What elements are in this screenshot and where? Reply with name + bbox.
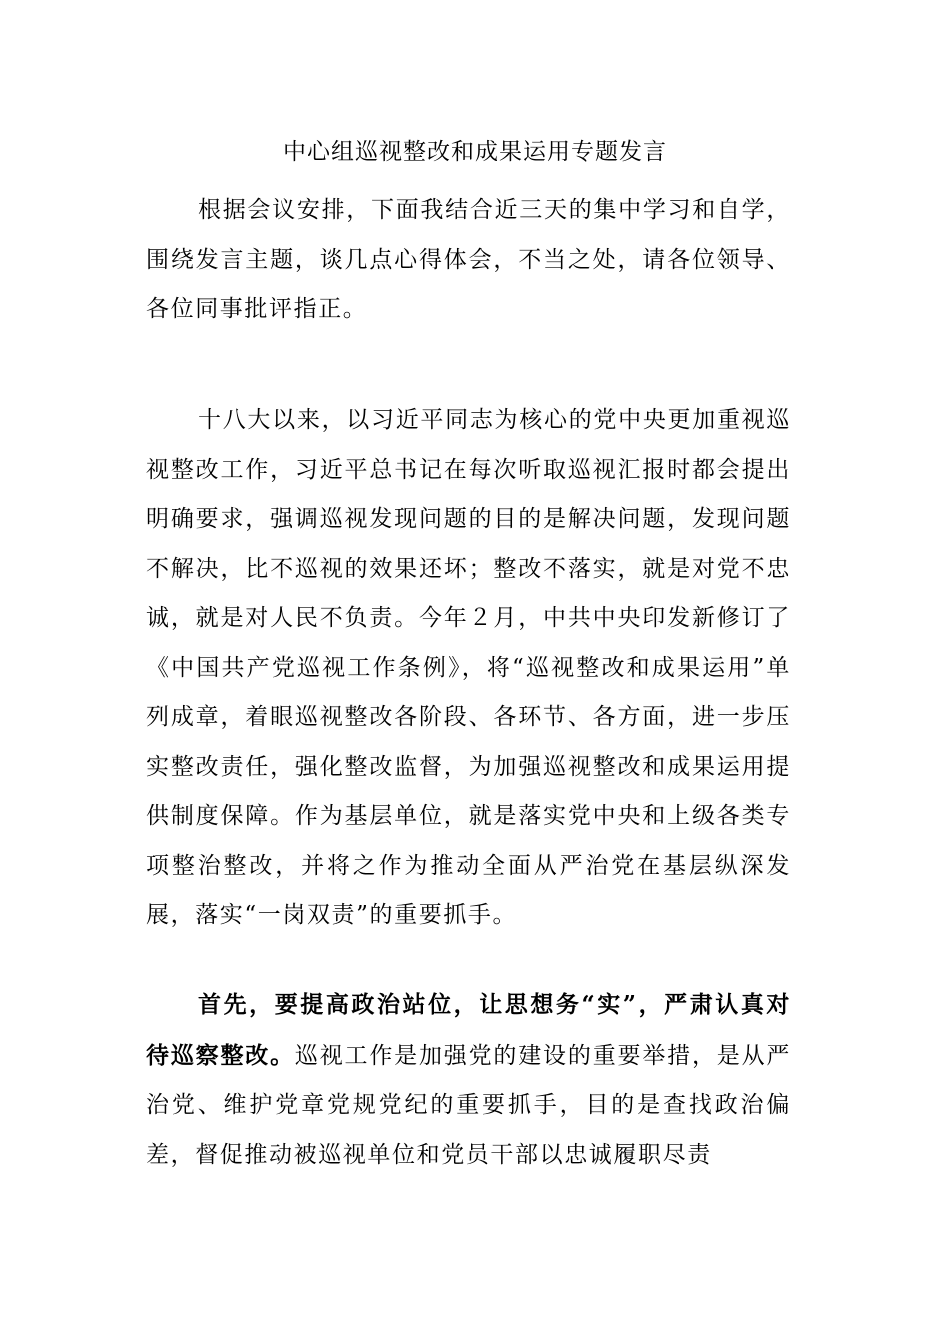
paragraph-text: 巡视工作是加强党的建设的重要举措，是从严治党、维护党章党规党纪的重要抓手，目的是查找政治偏差，督促推动被巡视单位和党员干部以忠诚履职尽责 (146, 1042, 792, 1168)
paragraph-text: 根据会议安排，下面我结合近三天的集中学习和自学，围绕发言主题，谈几点心得体会，不当之处，请各位领导、各位同事批评指正。 (146, 197, 791, 322)
document-title: 中心组巡视整改和成果运用专题发言 (283, 139, 667, 165)
paragraph-text: 十八大以来，以习近平同志为核心的党中央更加重视巡视整改工作，习近平总书记在每次听取巡视汇报时都会提出明确要求，强调巡视发现问题的目的是解决问题，发现问题不解决，比不巡视的效果还坏；整改不落实，就是对党不忠诚，就是对人民不负责。今年２月，中共中央印发新修订了《中国共产党巡视工作条例》，将“巡视整改和成果运用”单列成章，着眼巡视整改各阶段、各环节、各方面，进一步压实整改责任，强化整改监督，为加强巡视整改和成果运用提供制度保障。作为基层单位，就是落实党中央和上级各类专项整治整改，并将之作为推动全面从严治党在基层纵深发展，落实“一岗双责”的重要抓手。 (146, 407, 791, 928)
paragraph-first-point (146, 980, 791, 1180)
paragraph-opening (146, 186, 791, 335)
paragraph-heading: 首先，要提高政治站位，让思想务“实”，严肃认真对待巡察整改。 (146, 991, 791, 1069)
paragraph-background (146, 396, 791, 941)
